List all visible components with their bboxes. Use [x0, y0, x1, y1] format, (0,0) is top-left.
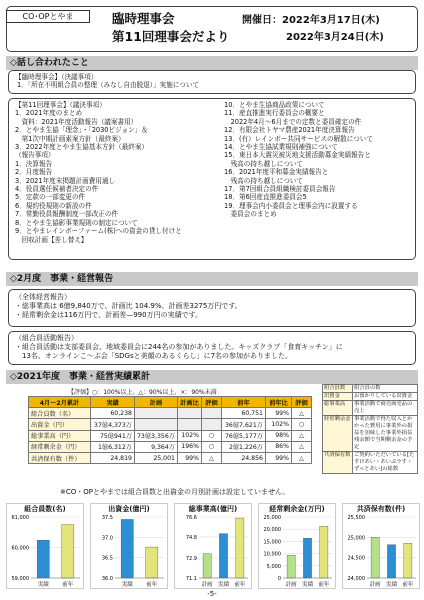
- x-category-label: 実績: [121, 582, 133, 588]
- chart-title: 組合員数(名): [24, 505, 66, 513]
- glossary-term: 総事業高: [323, 401, 353, 416]
- table-cell: 102%: [177, 430, 201, 441]
- table-cell: 99%: [265, 452, 291, 463]
- table-cell: 組合員数（名）: [29, 408, 91, 419]
- table-cell: 24,819: [91, 452, 135, 463]
- list-item: 14．とやま生協試業規則補強について: [224, 143, 338, 152]
- glossary-table: [322, 384, 418, 474]
- table-cell: 86%: [265, 441, 291, 452]
- table-header-cell: 4月〜2月累計: [29, 397, 91, 408]
- table-cell: [201, 408, 221, 419]
- x-category-label: 実績: [301, 582, 314, 588]
- y-tick-label: 74.8: [185, 534, 197, 541]
- glossary-row: [323, 452, 418, 474]
- list-item: 2022年4月〜6月までの定数と委員確定の件: [224, 117, 362, 126]
- table-cell: 102%: [265, 419, 291, 430]
- list-item: 1．2021年度のまとめ: [15, 109, 83, 118]
- chart-title: 経常剰余金(万円): [269, 505, 325, 513]
- list-item: 17．第7回組合員組織検討委員会報告: [224, 185, 336, 194]
- bar-前年: [404, 543, 412, 578]
- y-tick-label: 5,000: [266, 563, 281, 570]
- table-cell: △: [201, 452, 221, 463]
- overall-lines: [9, 302, 415, 320]
- chart-plot: [343, 514, 419, 588]
- bar-実績: [37, 540, 49, 578]
- page-number: -5-: [207, 590, 217, 598]
- table-row: [29, 441, 312, 452]
- table-row: [29, 452, 312, 463]
- chart-title: 総事業高(億円): [188, 505, 238, 513]
- list-item: 4．役員選任候補者決定の件: [15, 185, 99, 194]
- overall-title: （全体経営報告）: [15, 293, 71, 301]
- bar-実績: [387, 545, 395, 578]
- list-item: 15．東日本大震災被災地支援活動募金実績報告と: [224, 151, 371, 160]
- list-item: 13名、オンラインこ〜ぷ会「SDGsと美顔のあるくらし」に7名の参加がありました。: [15, 352, 293, 360]
- x-category-label: 実績: [385, 582, 398, 588]
- bar-実績: [121, 519, 133, 578]
- kpi-chart: [6, 503, 84, 589]
- table-cell: ○: [291, 419, 311, 430]
- list-item: 2．月度報告: [15, 168, 53, 177]
- list-item: 19．理事会内小委員会と理事会内に設置する: [224, 201, 358, 210]
- list-item: 2．とやま生協「理念」・「2030ビジョン」＆: [15, 126, 148, 135]
- table-cell: 25,001: [135, 452, 178, 463]
- x-category-label: 前年: [146, 582, 158, 588]
- glossary-term: 出資金: [323, 393, 353, 401]
- glossary-term: 経常剰余金: [323, 416, 353, 452]
- list-item: 委員会のまとめ: [224, 210, 277, 219]
- list-item: 16．2021年度平和募金実績報告と: [224, 168, 329, 177]
- bar-実績: [219, 534, 227, 578]
- section-heading-discussed: ◇話し合われたこと: [6, 56, 418, 70]
- bar-実績: [303, 538, 311, 578]
- list-item: 5．定款の一部変更の件: [15, 193, 86, 202]
- bar-前年: [62, 525, 74, 578]
- chart-title: 出資金(億円): [108, 505, 150, 513]
- y-tick-label: 24,000: [347, 576, 365, 582]
- table-cell: 196%: [177, 441, 201, 452]
- table-header-cell: 評価: [201, 397, 221, 408]
- x-category-label: 前年: [62, 582, 74, 588]
- table-cell: 36億7,621万: [221, 419, 265, 430]
- table-row: [29, 408, 312, 419]
- table-row: [29, 430, 312, 441]
- table-cell: 98%: [265, 430, 291, 441]
- list-item: 7．常勤役員報酬制度一部改正の件: [15, 210, 119, 219]
- table-cell: 60,238: [91, 408, 135, 419]
- list-item: ・総事業高は 6億9,840万で、計画比 104.9%、計画差3275万円です。: [15, 302, 242, 310]
- chart-plot: [259, 514, 335, 588]
- kpi-chart: [258, 503, 336, 589]
- table-cell: [135, 408, 178, 419]
- y-tick-label: 72.9: [185, 556, 197, 563]
- x-category-label: 実績: [37, 582, 49, 588]
- y-tick-label: 37.0: [101, 535, 113, 542]
- evaluation-legend: 【評価】○：100%以上、△：90%以上、×：90%未満: [68, 389, 217, 396]
- list-item: 回収計画【差し替え】: [15, 235, 88, 244]
- kpi-chart: [90, 503, 168, 589]
- y-tick-label: 76.6: [185, 515, 197, 521]
- section-heading-cumulative: ◇2021年度 事業・経営実績累計: [6, 370, 418, 384]
- report-title: （報告事項）: [15, 151, 55, 160]
- table-cell: 75億941万: [91, 430, 135, 441]
- table-header-cell: 評価: [291, 397, 311, 408]
- y-tick-label: 59,000: [11, 576, 29, 582]
- meeting-date-line2: 2022年3月24日(木): [286, 32, 384, 43]
- list-item: 1．決算報告: [15, 159, 53, 168]
- table-cell: 24,856: [221, 452, 265, 463]
- table-cell: 共済保有数（件）: [29, 452, 91, 463]
- report-list-continued: [224, 101, 414, 219]
- y-tick-label: 37.5: [101, 515, 113, 521]
- table-cell: 60,751: [221, 408, 265, 419]
- activity-lines: [9, 343, 415, 361]
- table-cell: 出資金（円）: [29, 419, 91, 430]
- x-category-label: 計画: [285, 582, 297, 588]
- bar-計画: [371, 537, 379, 578]
- page-title-line2: 第11回理事会だより: [112, 29, 230, 44]
- y-tick-label: 36.0: [101, 576, 113, 582]
- table-cell: △: [291, 430, 311, 441]
- table-cell: ○: [201, 441, 221, 452]
- list-item: ・組合員活動は支部委員会、地域委員会に244名の参加がありました。キッズクラブ「食育キッチン」に: [15, 343, 343, 351]
- board-11-box: [8, 98, 416, 260]
- list-item: 残高の持ち越しについて: [224, 176, 303, 185]
- list-item: 12．有限会社トヤマ農産2021年度決算報告: [224, 126, 355, 135]
- table-cell: 76億5,177万: [221, 430, 265, 441]
- list-item: 18．第6回産直推進委員会5: [224, 193, 307, 202]
- list-item: 11．産直推進実行委員会の概要と: [224, 109, 325, 118]
- table-cell: 99%: [265, 408, 291, 419]
- table-cell: △: [291, 441, 311, 452]
- glossary-table-wrap: [322, 384, 418, 474]
- glossary-definition: 事業活動で得た収入とかかった費用に事業外の損益を加味した事業外損益残余額で当期剰余金の予定: [353, 416, 418, 452]
- glossary-definition: 組合員の数: [353, 385, 418, 393]
- bar-前年: [236, 518, 244, 578]
- y-tick-label: 36.5: [101, 555, 113, 562]
- y-tick-label: 71.1: [185, 576, 197, 582]
- glossary-definition: ご契約いただいている[たすけあい・あいぷラす・ずっとあい]の総数: [353, 452, 418, 474]
- y-tick-label: 25,000: [263, 515, 281, 521]
- table-cell: 9,364万: [135, 441, 178, 452]
- table-header-cell: 実績: [91, 397, 135, 408]
- x-category-label: 前年: [318, 582, 330, 588]
- table-cell: 1億6,312万: [91, 441, 135, 452]
- table-cell: △: [291, 452, 311, 463]
- chart-plot: [91, 514, 167, 588]
- kpi-chart: [342, 503, 420, 589]
- table-header-cell: 計画比: [177, 397, 201, 408]
- page-title-line1: 臨時理事会: [112, 11, 175, 26]
- list-item: 3．2021年度末掲題計画費用通し: [15, 176, 116, 185]
- list-item: 6．規約役規則の新設の件: [15, 201, 92, 210]
- bar-前年: [320, 526, 328, 578]
- y-tick-label: 24,500: [347, 555, 365, 562]
- bar-計画: [203, 554, 211, 578]
- chart-plot: [175, 514, 251, 588]
- y-tick-label: 0: [277, 576, 281, 582]
- bar-前年: [146, 547, 158, 578]
- x-category-label: 前年: [234, 582, 246, 588]
- board-11-left-column: [15, 101, 220, 244]
- chart-title: 共済保有数(件): [356, 505, 406, 513]
- glossary-row: [323, 393, 418, 401]
- extraordinary-item: 1．「所在不明組合員の整理（みなし自由脱退）」実施について: [17, 81, 200, 90]
- x-category-label: 計画: [201, 582, 213, 588]
- table-cell: 総事業高（円）: [29, 430, 91, 441]
- y-tick-label: 15,000: [263, 539, 281, 546]
- table-cell: [177, 408, 201, 419]
- resolution-list: [15, 109, 220, 151]
- table-header-cell: 前年: [221, 397, 265, 408]
- y-tick-label: 25,500: [347, 515, 365, 521]
- table-cell: 経常剰余金（円）: [29, 441, 91, 452]
- chart-plot: [7, 514, 83, 588]
- table-cell: [135, 419, 178, 430]
- meeting-date-line1: 開催日：2022年3月17日(木): [242, 15, 380, 26]
- extraordinary-board-box: [8, 70, 416, 94]
- table-header-cell: 前年比: [265, 397, 291, 408]
- table-cell: 37億4,373万: [91, 419, 135, 430]
- glossary-row: [323, 416, 418, 452]
- table-cell: [177, 419, 201, 430]
- x-category-label: 計画: [369, 582, 381, 588]
- glossary-definition: 事業活動で商売商売品の売上: [353, 401, 418, 416]
- list-item: 3．2022年度とやま生協基本方針（最終案）: [15, 143, 149, 152]
- extraordinary-title: 【臨時理事会】（決議事項）: [15, 73, 98, 81]
- table-header-cell: 計画: [135, 397, 178, 408]
- table-cell: 73億3,356万: [135, 430, 178, 441]
- bar-計画: [287, 555, 295, 578]
- table-cell: △: [291, 408, 311, 419]
- list-item: 8．とやま生協影事業規則の制定について: [15, 218, 138, 227]
- y-tick-label: 60,000: [11, 545, 29, 552]
- glossary-definition: お預かりしている出資金: [353, 393, 418, 401]
- x-category-label: 実績: [217, 582, 230, 588]
- results-table: [28, 396, 312, 464]
- table-cell: ○: [201, 430, 221, 441]
- results-table-wrap: [28, 396, 312, 464]
- board-11-right-column: [224, 101, 414, 219]
- list-item: 第1次中期計画素案方針（最終案）: [15, 134, 125, 143]
- y-tick-label: 25,000: [347, 535, 365, 542]
- section-heading-monthly-report: ◇2月度 事業・経営報告: [6, 272, 418, 286]
- y-tick-label: 61,000: [11, 515, 29, 521]
- table-cell: [201, 419, 221, 430]
- list-item: 9．とやまレインボーファーム(株)への資金の貸し付けと: [15, 227, 182, 236]
- overall-management-box: [8, 289, 416, 327]
- y-tick-label: 20,000: [263, 527, 281, 534]
- glossary-row: [323, 401, 418, 416]
- table-cell: 2億1,226万: [221, 441, 265, 452]
- table-cell: 99%: [177, 452, 201, 463]
- glossary-term: 共済保有数: [323, 452, 353, 474]
- list-item: 13．(有）レインボー共同サービスの解散について: [224, 134, 373, 143]
- activity-title: （組合員活動報告）: [15, 334, 78, 342]
- kpi-chart: [174, 503, 252, 589]
- list-item: 残高の持ち越しについて: [224, 159, 303, 168]
- table-note: ※CO・OPとやまでは組合員数と出資金の月別計画は設定していません。: [60, 488, 290, 496]
- list-item: ・経常剰余金は116万円で、計画差—990万円の実績です。: [15, 311, 203, 319]
- brand-logo: CO･OPとやま: [6, 10, 90, 23]
- y-tick-label: 10,000: [263, 551, 281, 558]
- list-item: 資料：2021年度活動報告（議案書用）: [15, 117, 138, 126]
- glossary-row: [323, 385, 418, 393]
- glossary-term: 組合員数: [323, 385, 353, 393]
- table-row: [29, 419, 312, 430]
- x-category-label: 前年: [402, 582, 414, 588]
- report-list: [15, 160, 220, 244]
- board-11-title: 【第11回理事会】（議決事項）: [15, 101, 106, 109]
- member-activity-box: [8, 331, 416, 365]
- list-item: 10．とやま生協商品政策について: [224, 101, 325, 109]
